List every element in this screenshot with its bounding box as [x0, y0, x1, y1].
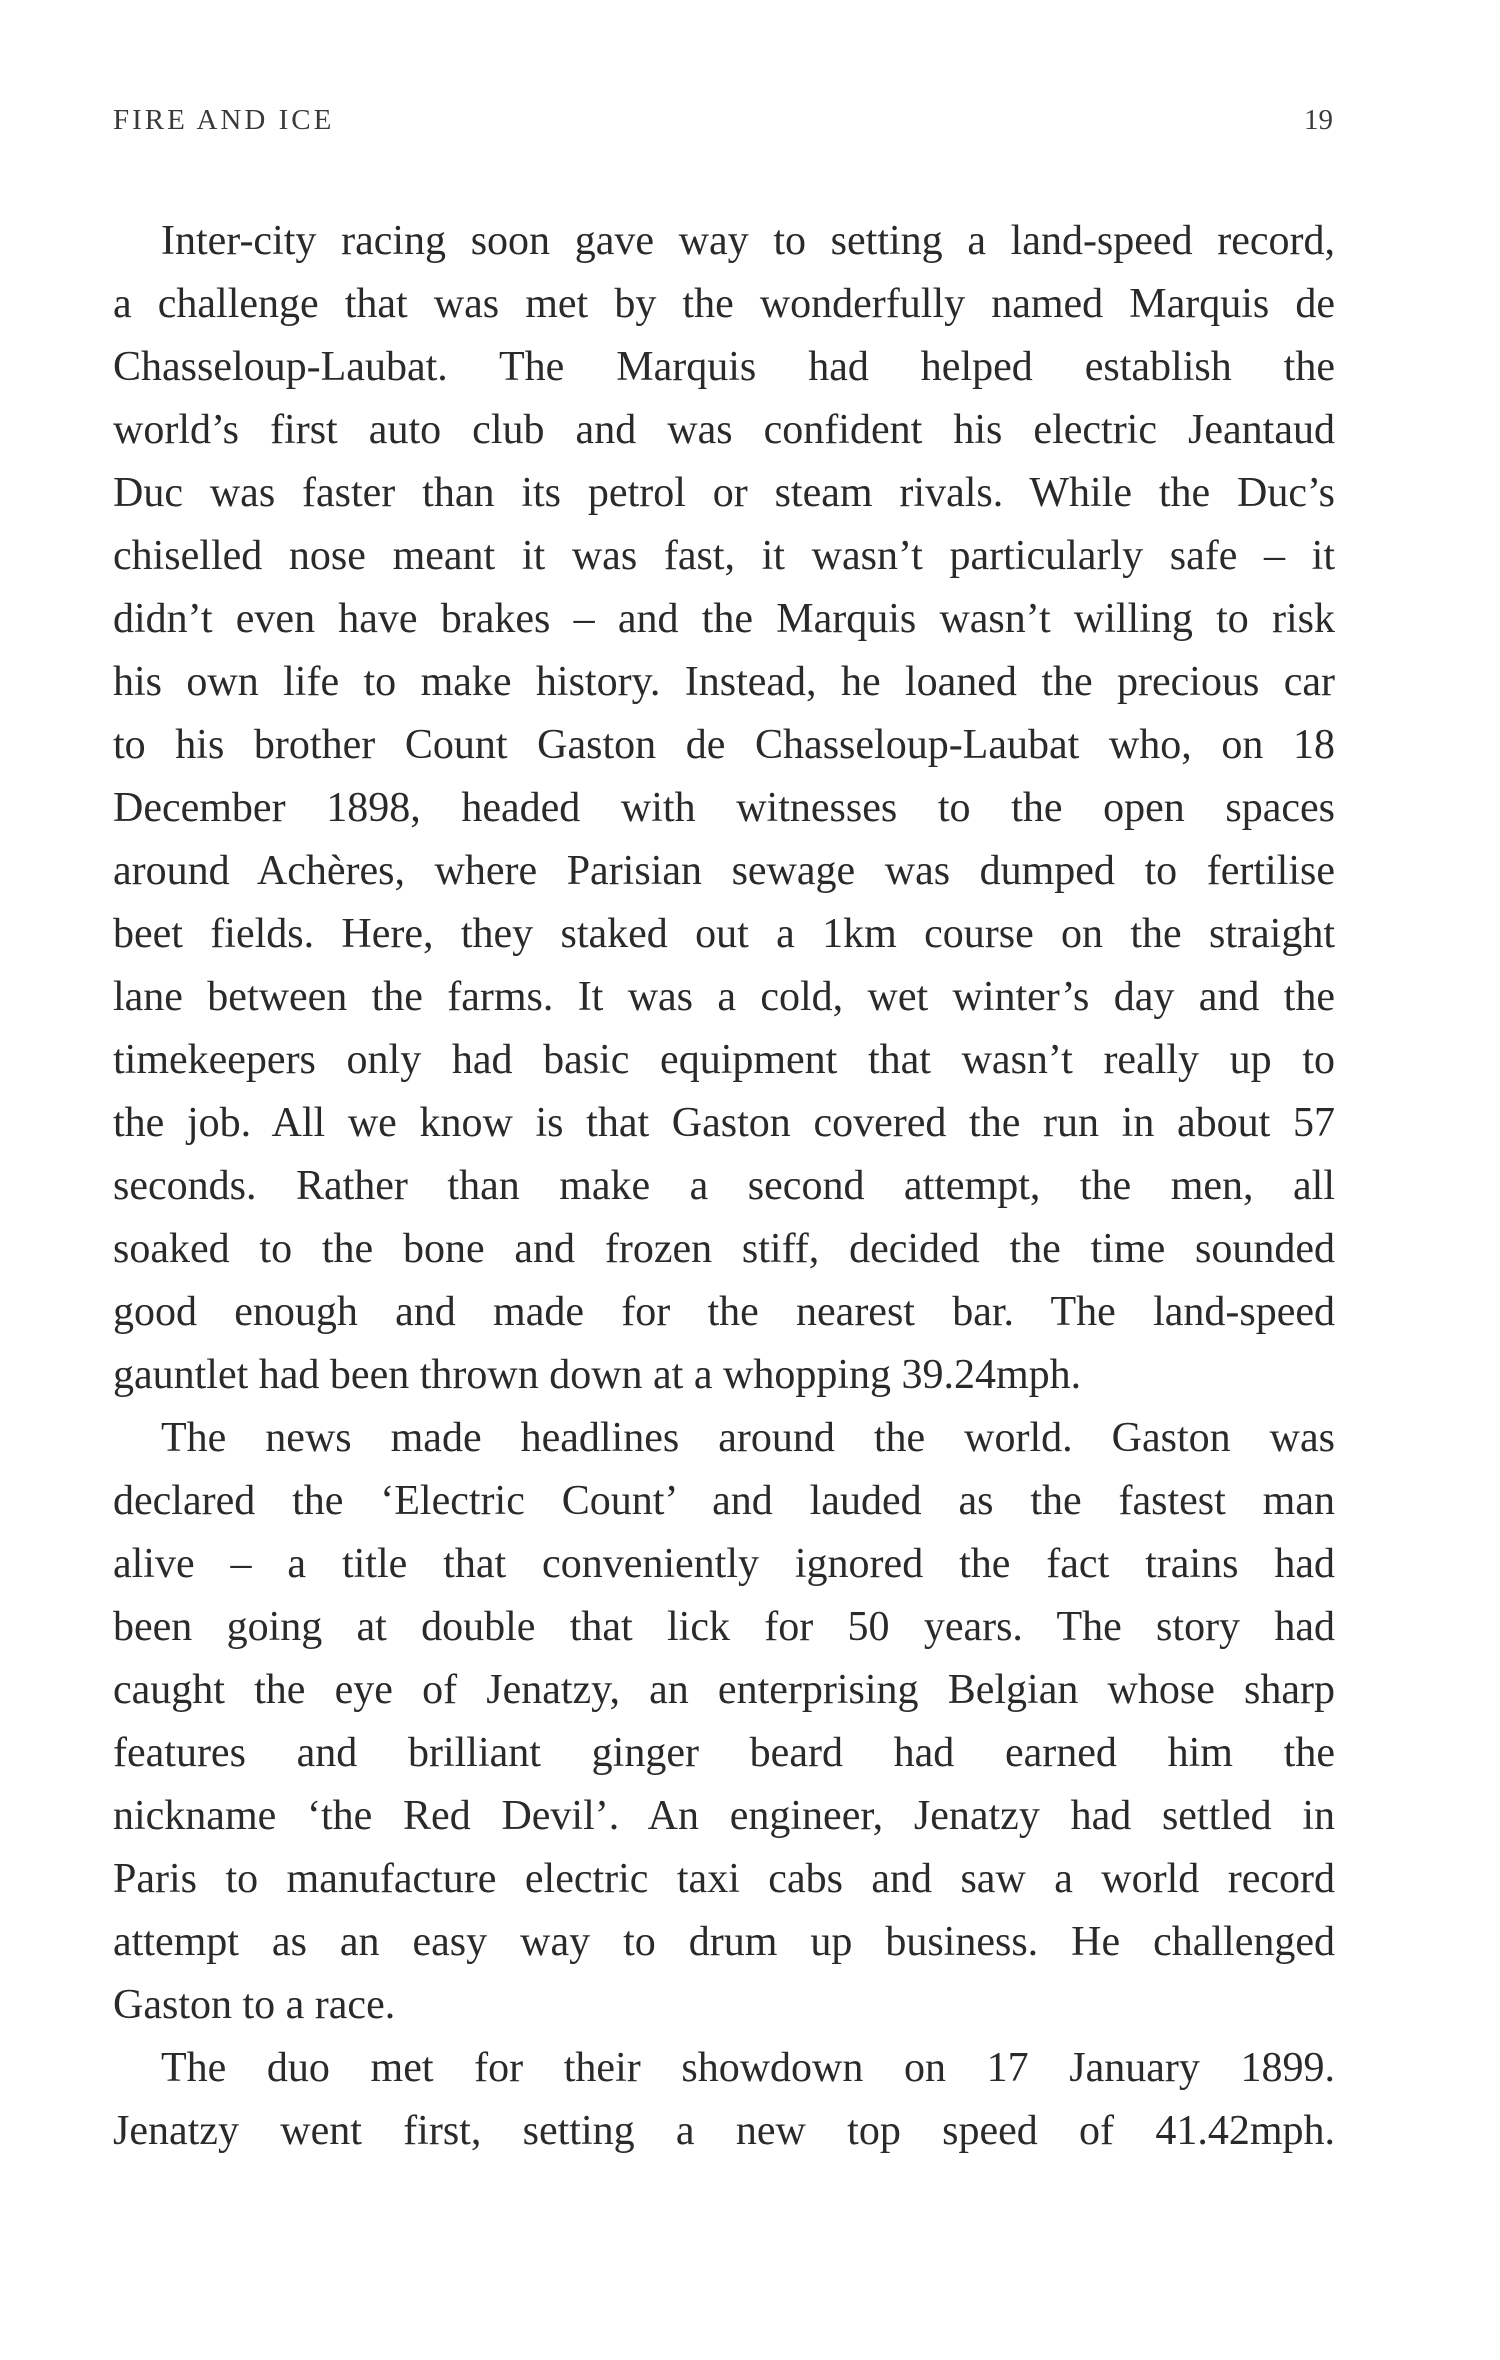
- text-line: chiselled nose meant it was fast, it wasn’t particularly safe – it: [113, 533, 1335, 579]
- text-line: Jenatzy went first, setting a new top speed of 41.42mph.: [113, 2108, 1335, 2154]
- text-line: Inter-city racing soon gave way to setting a land-speed record,: [161, 218, 1335, 264]
- text-line: good enough and made for the nearest bar. The land-speed: [113, 1289, 1335, 1335]
- text-line: nickname ‘the Red Devil’. An engineer, Jenatzy had settled in: [113, 1793, 1335, 1839]
- text-line: Gaston to a race.: [113, 1982, 396, 2028]
- text-line: lane between the farms. It was a cold, wet winter’s day and the: [113, 974, 1335, 1020]
- text-line: the job. All we know is that Gaston covered the run in about 57: [113, 1100, 1335, 1146]
- text-line: alive – a title that conveniently ignored the fact trains had: [113, 1541, 1335, 1587]
- text-line: didn’t even have brakes – and the Marquis wasn’t willing to risk: [113, 596, 1335, 642]
- text-line: gauntlet had been thrown down at a whopping 39.24mph.: [113, 1352, 1082, 1398]
- text-line: Paris to manufacture electric taxi cabs and saw a world record: [113, 1856, 1335, 1902]
- text-line: caught the eye of Jenatzy, an enterprising Belgian whose sharp: [113, 1667, 1335, 1713]
- text-line: around Achères, where Parisian sewage was dumped to fertilise: [113, 848, 1335, 894]
- text-line: soaked to the bone and frozen stiff, decided the time sounded: [113, 1226, 1335, 1272]
- running-head: FIRE AND ICE: [113, 104, 335, 136]
- body-text: [113, 210, 1335, 2163]
- text-line: a challenge that was met by the wonderfully named Marquis de: [113, 281, 1335, 327]
- text-line: features and brilliant ginger beard had earned him the: [113, 1730, 1335, 1776]
- text-line: world’s first auto club and was confident his electric Jeantaud: [113, 407, 1335, 453]
- text-line: his own life to make history. Instead, he loaned the precious car: [113, 659, 1335, 705]
- text-line: attempt as an easy way to drum up business. He challenged: [113, 1919, 1335, 1965]
- text-line: beet fields. Here, they staked out a 1km course on the straight: [113, 911, 1335, 957]
- text-line: timekeepers only had basic equipment that wasn’t really up to: [113, 1037, 1335, 1083]
- text-line: been going at double that lick for 50 years. The story had: [113, 1604, 1335, 1650]
- page-header: [113, 104, 1333, 144]
- page-number: 19: [1304, 104, 1333, 136]
- text-line: declared the ‘Electric Count’ and lauded as the fastest man: [113, 1478, 1335, 1524]
- text-line: The duo met for their showdown on 17 January 1899.: [161, 2045, 1335, 2091]
- text-line: Chasseloup-Laubat. The Marquis had helped establish the: [113, 344, 1335, 390]
- text-line: December 1898, headed with witnesses to the open spaces: [113, 785, 1335, 831]
- text-line: Duc was faster than its petrol or steam rivals. While the Duc’s: [113, 470, 1335, 516]
- text-line: to his brother Count Gaston de Chasseloup-Laubat who, on 18: [113, 722, 1335, 768]
- text-line: The news made headlines around the world. Gaston was: [161, 1415, 1335, 1461]
- text-line: seconds. Rather than make a second attempt, the men, all: [113, 1163, 1335, 1209]
